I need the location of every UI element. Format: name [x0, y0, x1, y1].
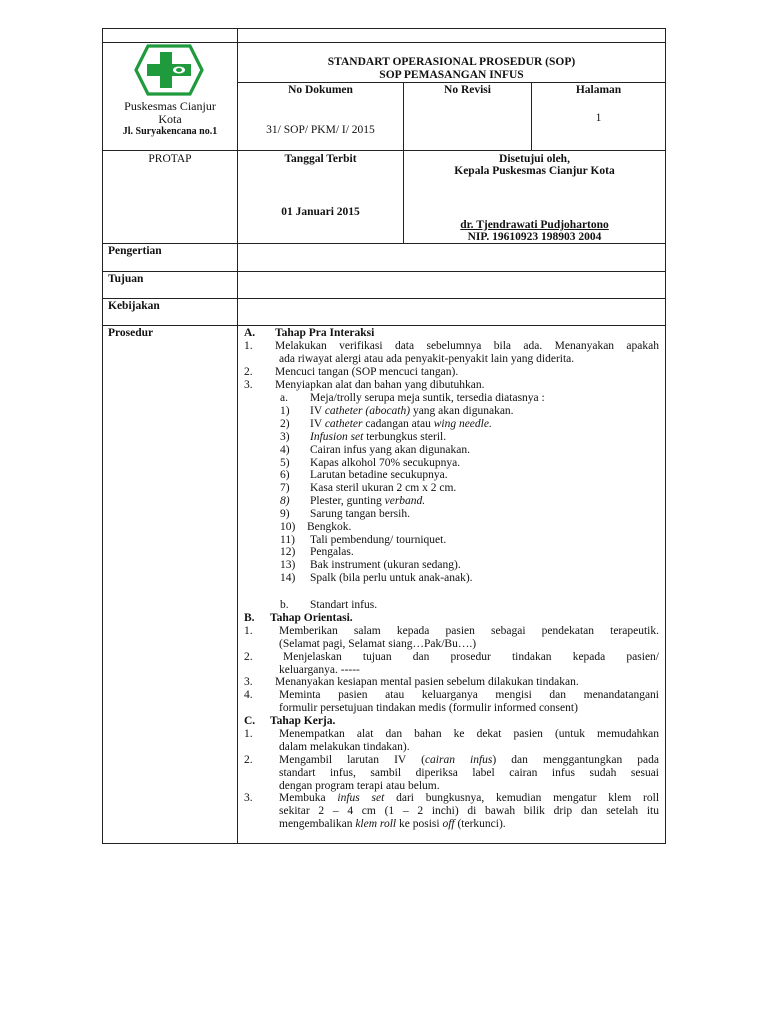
- section-c-title: Tahap Kerja.: [270, 715, 336, 727]
- approved-by: Disetujui oleh,: [499, 153, 570, 165]
- list-item-text: Spalk (bila perlu untuk anak-anak).: [310, 572, 473, 584]
- list-item: 12): [280, 546, 296, 558]
- org-name-line1: Puskesmas Cianjur: [124, 99, 216, 113]
- prosedur-label: Prosedur: [108, 327, 154, 339]
- org-name-line2: Kota: [158, 112, 182, 126]
- list-item-text: Cairan infus yang akan digunakan.: [310, 444, 470, 456]
- step-number: 3.: [244, 676, 253, 688]
- step-text: Mencuci tangan (SOP mencuci tangan).: [275, 366, 459, 378]
- list-item: 11): [280, 534, 295, 546]
- step-text: dalam melakukan tindakan).: [279, 741, 410, 753]
- step-text: ada riwayat alergi atau ada penyakit-penyakit lain yang diderita.: [279, 353, 575, 365]
- step-number: 3.: [244, 792, 253, 804]
- sub-step-mark: a.: [280, 392, 288, 404]
- row-line: [102, 298, 666, 299]
- list-item-text: IV catheter (abocath) yang akan digunakan.: [310, 405, 514, 417]
- list-item-text: Kapas alkohol 70% secukupnya.: [310, 457, 461, 469]
- list-item: 6): [280, 469, 290, 481]
- step-text: formulir persetujuan tindakan medis (formulir informed consent): [279, 702, 578, 714]
- step-text: Membuka infus set dari bungkusnya, kemudian mengatur klem roll: [279, 792, 660, 804]
- list-item-text: Sarung tangan bersih.: [310, 508, 410, 520]
- step-text: Menjelaskan tujuan dan prosedur tindakan kepada pasien/: [283, 651, 659, 663]
- step-text: Menempatkan alat dan bahan ke dekat pasien (untuk memudahkan: [279, 728, 659, 740]
- step-number: 4.: [244, 689, 253, 701]
- signer-name: dr. Tjendrawati Pudjohartono: [460, 219, 609, 231]
- list-item: 13): [280, 559, 296, 571]
- step-number: 2.: [244, 366, 253, 378]
- no-dokumen-label: No Dokumen: [288, 84, 353, 96]
- step-text: (Selamat pagi, Selamat siang…Pak/Bu….): [279, 638, 477, 650]
- sub-step-mark: b.: [280, 599, 289, 611]
- halaman-value: 1: [595, 112, 602, 124]
- step-text: Menanyakan kesiapan mental pasien sebelum dilakukan tindakan.: [275, 676, 579, 688]
- list-item-text: Infusion set terbungkus steril.: [310, 431, 447, 443]
- list-item: 3): [280, 431, 290, 443]
- org-name: [103, 100, 237, 126]
- step-text: Meminta pasien atau keluarganya mengisi dan menandatangani: [279, 689, 659, 701]
- list-item: 7): [280, 482, 290, 494]
- sub-step-text: Meja/trolly serupa meja suntik, tersedia diatasnya :: [310, 392, 545, 404]
- list-item: 10): [280, 521, 296, 533]
- step-text: keluarganya. -----: [279, 664, 360, 676]
- step-number: 1.: [244, 625, 253, 637]
- list-item-text: Bengkok.: [307, 521, 352, 533]
- step-text: Melakukan verifikasi data sebelumnya bila ada. Menanyakan apakah: [275, 340, 659, 352]
- list-item: 8): [280, 495, 290, 507]
- tujuan-label: Tujuan: [108, 273, 144, 285]
- list-item-text: Larutan betadine secukupnya.: [310, 469, 448, 481]
- row-line: [102, 271, 666, 272]
- no-dokumen-value: 31/ SOP/ PKM/ I/ 2015: [266, 124, 375, 136]
- sub-step-text: Standart infus.: [310, 599, 378, 611]
- kebijakan-label: Kebijakan: [108, 300, 160, 312]
- list-item: 14): [280, 572, 296, 584]
- list-item: 5): [280, 457, 290, 469]
- step-number: 1.: [244, 340, 253, 352]
- section-b-title: Tahap Orientasi.: [270, 612, 353, 624]
- row-line: [102, 42, 666, 43]
- step-text: Menyiapkan alat dan bahan yang dibutuhkan.: [275, 379, 485, 391]
- step-number: 1.: [244, 728, 253, 740]
- step-text: sekitar 2 – 4 cm (1 – 2 inchi) di bawah bilik drip dan setelah itu: [279, 805, 659, 817]
- list-item: 2): [280, 418, 290, 430]
- halaman-label: Halaman: [575, 84, 622, 96]
- list-item-text: Kasa steril ukuran 2 cm x 2 cm.: [310, 482, 457, 494]
- table-border-top: [102, 28, 666, 29]
- list-item-text: Plester, gunting verband.: [310, 495, 426, 507]
- list-item-text: Tali pembendung/ tourniquet.: [310, 534, 447, 546]
- pengertian-label: Pengertian: [108, 245, 162, 257]
- row-line: [102, 325, 666, 326]
- step-text: dengan program terapi atau belum.: [279, 780, 440, 792]
- puskesmas-logo: [134, 44, 204, 96]
- step-text: Mengambil larutan IV (cairan infus) dan menggantungkan pada: [279, 754, 659, 766]
- approved-by-title: Kepala Puskesmas Cianjur Kota: [454, 165, 615, 177]
- tanggal-terbit-value: 01 Januari 2015: [281, 206, 360, 218]
- step-text: Memberikan salam kepada pasien sebagai pendekatan terapeutik.: [279, 625, 659, 637]
- section-b-mark: B.: [244, 612, 255, 624]
- list-item-text: Bak instrument (ukuran sedang).: [310, 559, 461, 571]
- section-a-mark: A.: [244, 327, 256, 339]
- section-c-mark: C.: [244, 715, 256, 727]
- signer-nip: NIP. 19610923 198903 2004: [467, 231, 602, 243]
- list-item: 4): [280, 444, 290, 456]
- step-number: 3.: [244, 379, 253, 391]
- step-text: mengembalikan klem roll ke posisi off (terkunci).: [279, 818, 506, 830]
- org-address: Jl. Suryakencana no.1: [122, 126, 218, 137]
- list-item-text: Pengalas.: [310, 546, 354, 558]
- step-number: 2.: [244, 754, 253, 766]
- doc-title: STANDART OPERASIONAL PROSEDUR (SOP): [327, 56, 576, 68]
- step-number: 2.: [244, 651, 253, 663]
- no-revisi-label: No Revisi: [444, 84, 491, 96]
- row-line: [237, 82, 666, 83]
- list-item-text: IV catheter cadangan atau wing needle.: [310, 418, 492, 430]
- doc-subtitle: SOP PEMASANGAN INFUS: [379, 69, 524, 81]
- protap-label: PROTAP: [148, 153, 192, 165]
- step-text: standart infus, sambil diperiksa label cairan infus sudah sesuai: [279, 767, 659, 779]
- list-item: 1): [280, 405, 290, 417]
- table-border-bottom: [102, 843, 666, 844]
- section-a-title: Tahap Pra Interaksi: [275, 327, 375, 339]
- list-item: 9): [280, 508, 290, 520]
- tanggal-terbit-label: Tanggal Terbit: [284, 153, 357, 165]
- row-line: [102, 150, 666, 151]
